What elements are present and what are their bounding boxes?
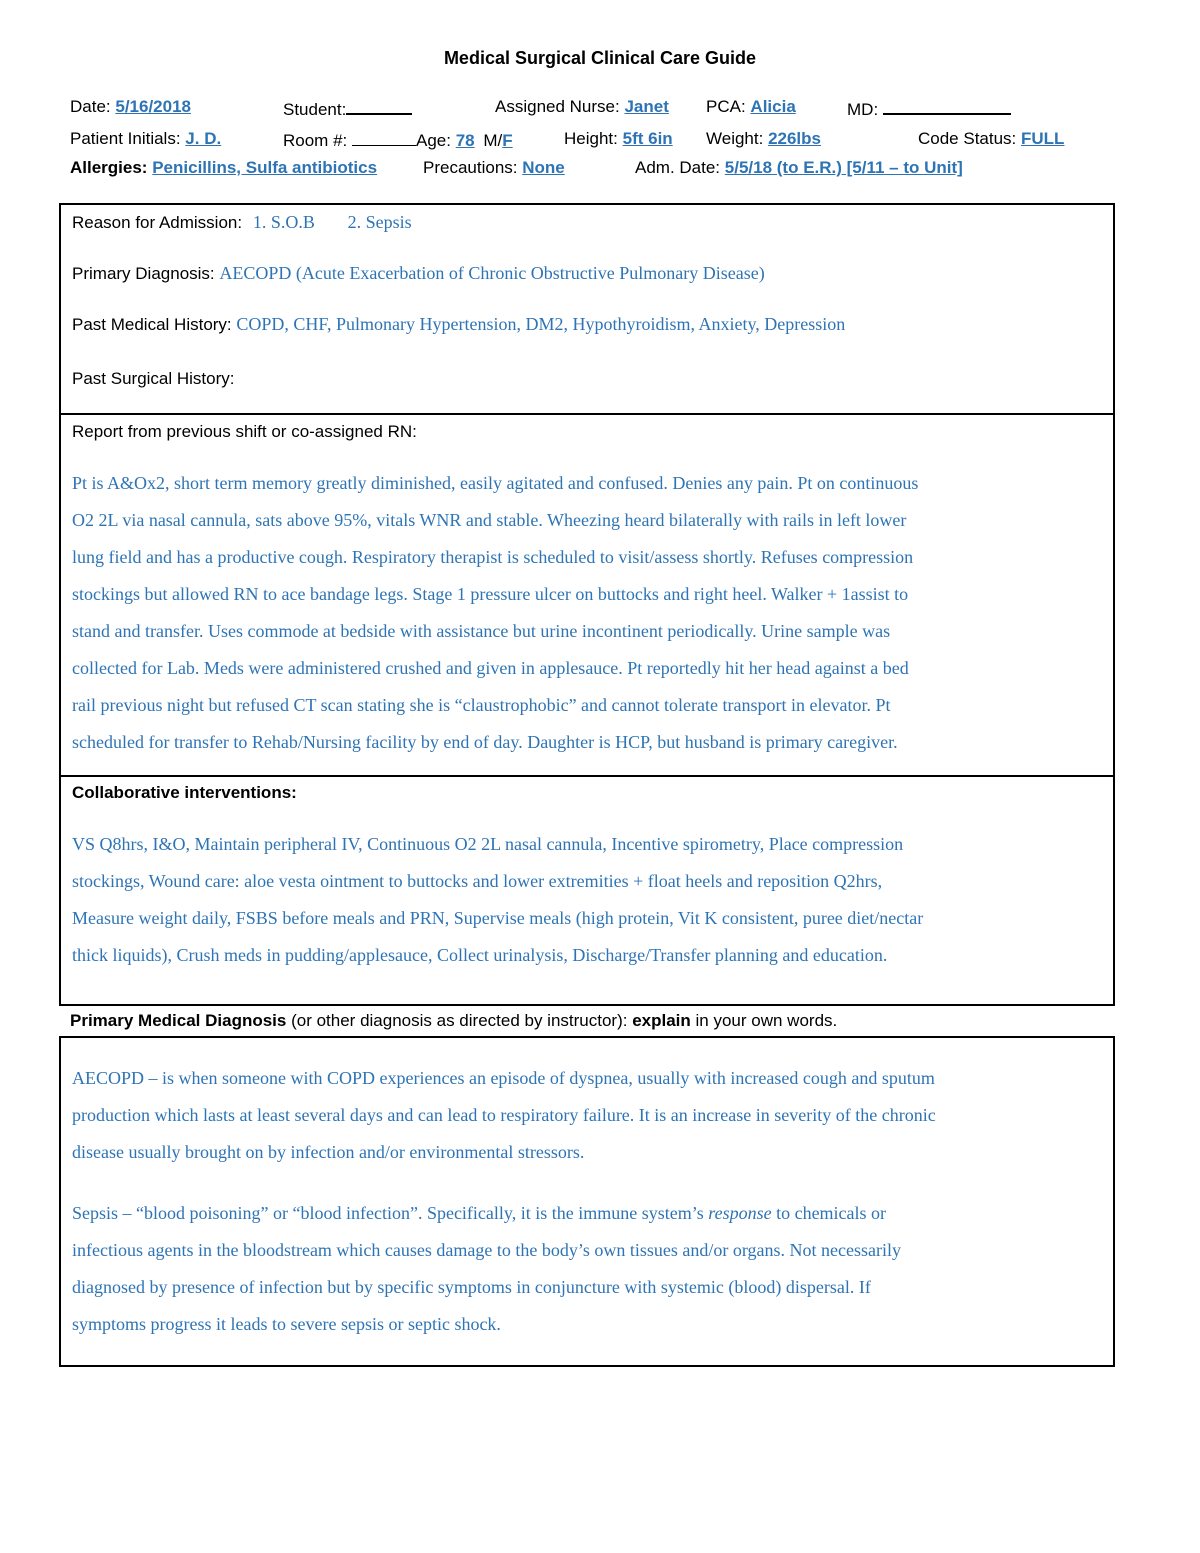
nurse-field [495,97,669,117]
code-status-field [918,129,1064,149]
sex-label: M/ [483,131,503,150]
instruction-part-4: in your own words. [690,1011,838,1030]
report-line: lung field and has a productive cough. Respiratory therapist is scheduled to visit/assess shortly. Refuses compression [72,547,914,567]
date-label: Date: [70,97,111,116]
report-line: O2 2L via nasal cannula, sats above 95%, vitals WNR and stable. Wheezing heard bilaterally with rails in left lower [72,510,907,530]
sepsis-line-1-emphasis: response [708,1203,772,1223]
report-line: collected for Lab. Meds were administered crushed and given in applesauce. Pt reportedly hit her head against a bed [72,658,909,678]
md-label: MD: [847,100,879,119]
allergies-label: Allergies: [70,158,148,177]
report-box [59,413,1115,777]
sepsis-line: diagnosed by presence of infection but by specific symptoms in conjuncture with systemic (blood) dispersal. If [72,1277,871,1297]
room-blank [352,129,416,146]
student-blank [346,97,412,115]
interventions-line: stockings, Wound care: aloe vesta ointment to buttocks and lower extremities + float heels and reposition Q2hrs, [72,871,883,891]
interventions-line: VS Q8hrs, I&O, Maintain peripheral IV, Continuous O2 2L nasal cannula, Incentive spirometry, Place compression [72,834,904,854]
pmh-row [72,314,845,335]
aecopd-line: AECOPD – is when someone with COPD experiences an episode of dyspnea, usually with increased cough and sputum [72,1068,935,1088]
allergies-value: Penicillins, Sulfa antibiotics [152,158,378,177]
report-line: stockings but allowed RN to ace bandage legs. Stage 1 pressure ulcer on buttocks and right heel. Walker + 1assist to [72,584,909,604]
sepsis-line-1-b: to chemicals or [771,1203,887,1223]
reason-1: 1. S.O.B [252,212,315,232]
md-blank [883,97,1011,115]
precautions-value: None [522,158,565,177]
interventions-box [59,775,1115,1006]
report-line: stand and transfer. Uses commode at bedside with assistance but urine incontinent periodically. Urine sample was [72,621,891,641]
sepsis-line-1-a: Sepsis – “blood poisoning” or “blood infection”. Specifically, it is the immune system’s [72,1203,709,1223]
page-title: Medical Surgical Clinical Care Guide [443,48,757,68]
reason-label: Reason for Admission: [72,213,243,232]
sex-value: F [502,131,513,150]
interventions-line: Measure weight daily, FSBS before meals and PRN, Supervise meals (high protein, Vit K consistent, puree diet/nectar [72,908,924,928]
sepsis-line: infectious agents in the bloodstream which causes damage to the body’s own tissues and/or organs. Not necessarily [72,1240,901,1260]
pmh-value: COPD, CHF, Pulmonary Hypertension, DM2, Hypothyroidism, Anxiety, Depression [236,314,846,334]
sepsis-line: symptoms progress it leads to severe sepsis or septic shock. [72,1314,501,1334]
nurse-label: Assigned Nurse: [495,97,620,116]
admission-box [59,203,1115,415]
interventions-text [72,826,1104,974]
allergies-field [70,158,377,178]
code-status-label: Code Status: [918,129,1017,148]
instruction-part-2: (or other diagnosis as directed by instructor): [286,1011,633,1030]
report-line: rail previous night but refused CT scan stating she is “claustrophobic” and cannot tolerate transport in elevator. Pt [72,695,891,715]
instruction-part-1: Primary Medical Diagnosis [70,1011,287,1030]
report-line: scheduled for transfer to Rehab/Nursing facility by end of day. Daughter is HCP, but husband is primary caregiver. [72,732,898,752]
room-field [283,129,513,151]
precautions-label: Precautions: [423,158,518,177]
interventions-line: thick liquids), Crush meds in pudding/applesauce, Collect urinalysis, Discharge/Transfer planning and education. [72,945,888,965]
adm-date-label: Adm. Date: [635,158,721,177]
initials-field [70,129,221,149]
instruction-part-3: explain [632,1011,691,1030]
adm-date-value: 5/5/18 (to E.R.) [5/11 – to Unit] [724,158,963,177]
header-row-2 [70,129,1130,151]
primary-diagnosis-row [72,263,765,284]
primary-diagnosis-value: AECOPD (Acute Exacerbation of Chronic Obstructive Pulmonary Disease) [219,263,765,283]
psh-row [72,369,235,389]
aecopd-paragraph [72,1060,1104,1171]
pmh-label: Past Medical History: [72,315,232,334]
weight-value: 226lbs [768,129,821,148]
md-field [847,97,1011,120]
diagnosis-instruction [70,1011,837,1031]
reason-row [72,212,412,233]
room-label: Room #: [283,131,348,150]
interventions-label: Collaborative interventions: [72,783,297,802]
date-value: 5/16/2018 [115,97,192,116]
pca-field [706,97,796,117]
nurse-value: Janet [624,97,669,116]
adm-date-field [635,158,963,178]
initials-label: Patient Initials: [70,129,181,148]
initials-value: J. D. [185,129,222,148]
height-value: 5ft 6in [622,129,673,148]
student-label: Student: [283,100,347,119]
age-label: Age: [415,131,451,150]
date-field [70,97,191,117]
age-value: 78 [455,131,475,150]
sepsis-line-1 [72,1195,1104,1232]
report-label: Report from previous shift or co-assigned RN: [72,422,417,441]
pca-label: PCA: [706,97,746,116]
header-row-3 [70,158,1130,180]
height-label: Height: [564,129,618,148]
precautions-field [423,158,565,178]
aecopd-line: production which lasts at least several days and can lead to respiratory failure. It is an increase in severity of the chronic [72,1105,936,1125]
diagnosis-explanation-box [59,1036,1115,1367]
height-field [564,129,673,149]
weight-field [706,129,821,149]
report-text [72,465,1104,761]
primary-diagnosis-label: Primary Diagnosis: [72,264,215,283]
weight-label: Weight: [706,129,764,148]
code-status-value: FULL [1021,129,1065,148]
report-line: Pt is A&Ox2, short term memory greatly diminished, easily agitated and confused. Denies any pain. Pt on continuous [72,473,919,493]
header-row-1 [70,97,1130,119]
student-field [283,97,412,120]
sepsis-paragraph [72,1195,1104,1343]
psh-label: Past Surgical History: [72,369,235,388]
aecopd-line: disease usually brought on by infection and/or environmental stressors. [72,1142,585,1162]
reason-2: 2. Sepsis [347,212,412,232]
pca-value: Alicia [750,97,796,116]
